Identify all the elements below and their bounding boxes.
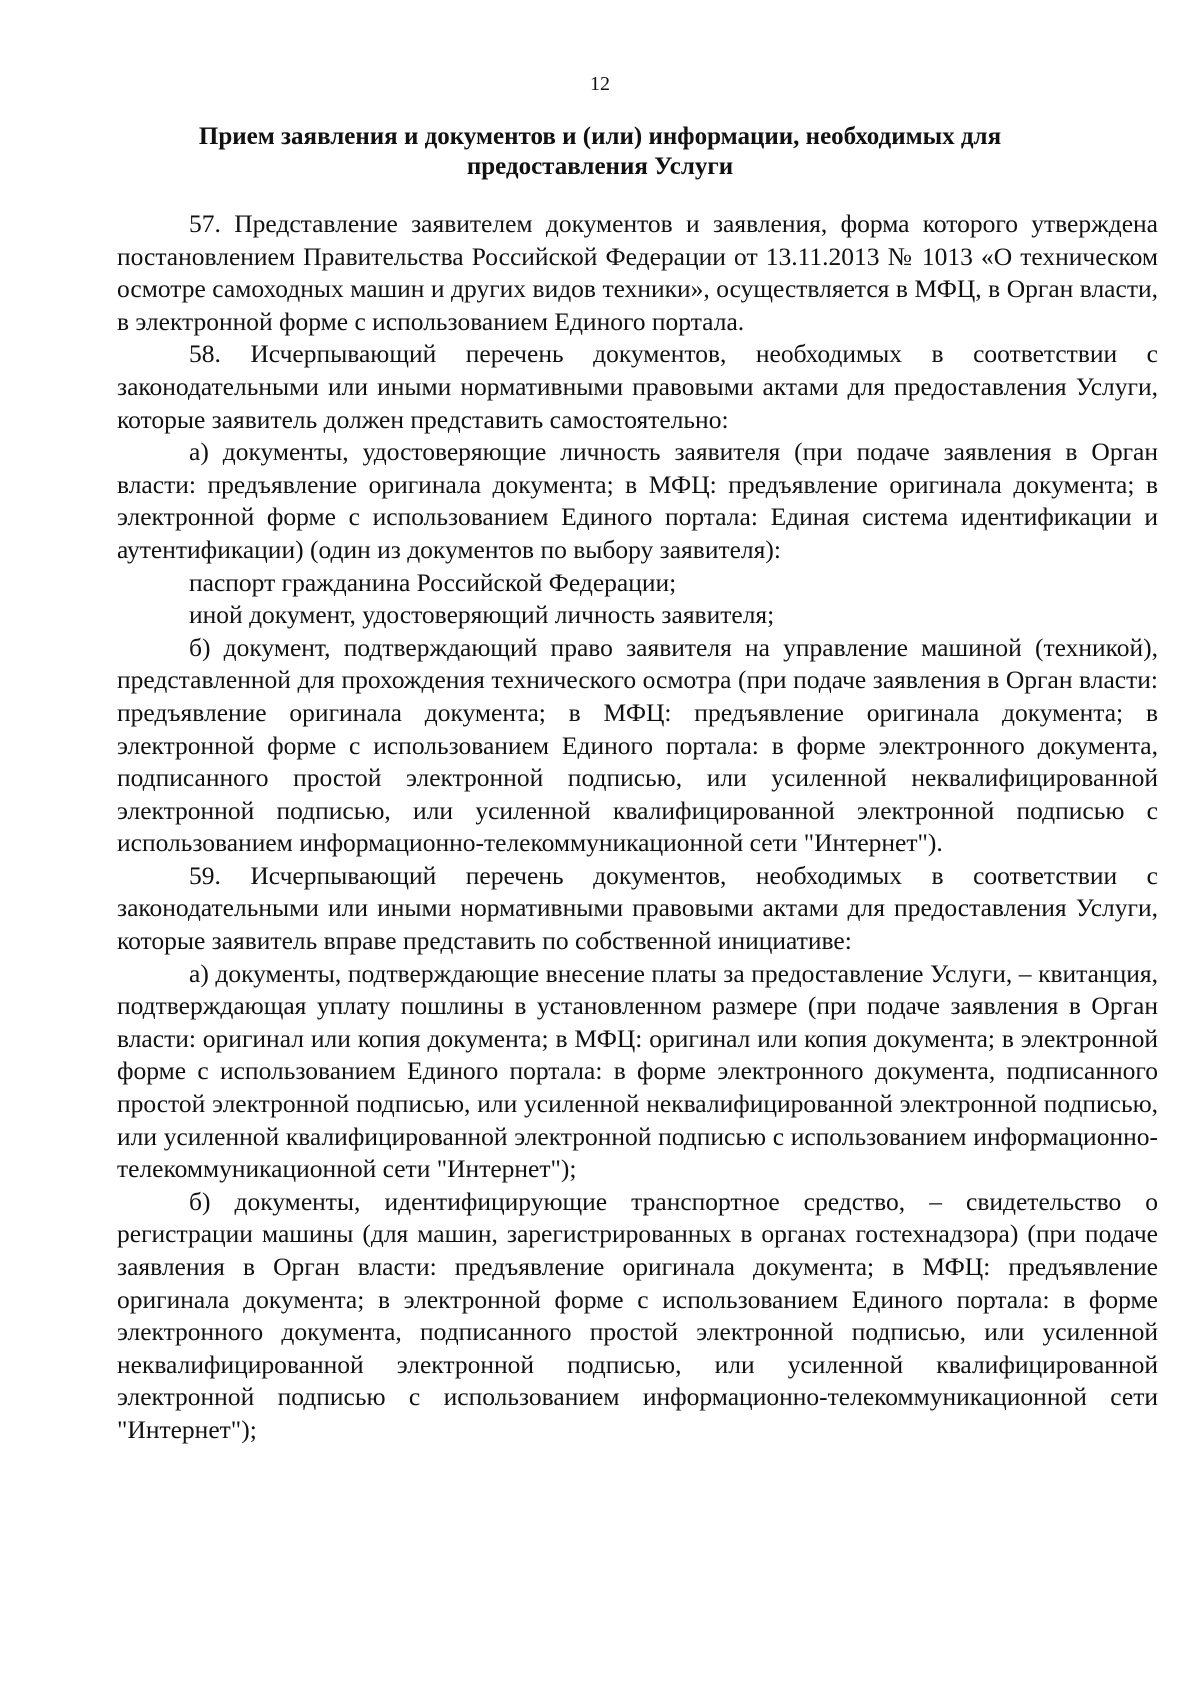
- paragraph-58: 58. Исчерпывающий перечень документов, необходимых в соответствии с законодательными или иными нормативными правовыми актами для предоставления Услуги, которые заявитель должен представить самостоятельно:: [117, 339, 1158, 434]
- paragraph-58-a: а) документы, удостоверяющие личность заявителя (при подаче заявления в Орган власти: предъявление оригинала документа; в МФЦ: предъявление оригинала документа; в электронной форме с использованием Единого портала: Единая система идентификации и аутентификации) (один из документов по выбору заявителя):: [117, 437, 1158, 564]
- paragraph-58-b: б) документ, подтверждающий право заявителя на управление машиной (техникой), представленной для прохождения технического осмотра (при подаче заявления в Орган власти: предъявление оригинала документа; в МФЦ: предъявление оригинала документа; в электронной форме с использованием Единого портала: в форме электронного документа, подписанного простой электронной подписью, или усиленной неквалифицированной электронной подписью, или усиленной квалифицированной электронной подписью с использованием информационно-телекоммуникационной сети "Интернет").: [117, 632, 1158, 858]
- paragraph-58-a-passport: паспорт гражданина Российской Федерации;: [189, 567, 677, 597]
- section-heading: [150, 122, 1050, 182]
- paragraph-58-a-other-id: иной документ, удостоверяющий личность заявителя;: [189, 600, 775, 630]
- paragraph-57: 57. Представление заявителем документов и заявления, форма которого утверждена постановлением Правительства Российской Федерации от 13.11.2013 № 1013 «О техническом осмотре самоходных машин и других видов техники», осуществляется в МФЦ, в Орган власти, в электронной форме с использованием Единого портала.: [117, 209, 1158, 336]
- section-heading-line-2: предоставления Услуги: [466, 153, 734, 180]
- page-number: 12: [590, 73, 610, 95]
- paragraph-59-a: а) документы, подтверждающие внесение платы за предоставление Услуги, – квитанция, подтверждающая уплату пошлины в установленном размере (при подаче заявления в Орган власти: оригинал или копия документа; в МФЦ: оригинал или копия документа; в электронной форме с использованием Единого портала: в форме электронного документа, подписанного простой электронной подписью, или усиленной неквалифицированной электронной подписью, или усиленной квалифицированной электронной подписью с использованием информационно-телекоммуникационной сети "Интернет");: [117, 958, 1158, 1184]
- document-body: [117, 208, 1158, 1447]
- paragraph-59-b: б) документы, идентифицирующие транспортное средство, – свидетельство о регистрации машины (для машин, зарегистрированных в органах гостехнадзора) (при подаче заявления в Орган власти: предъявление оригинала документа; в МФЦ: предъявление оригинала документа; в электронной форме с использованием Единого портала: в форме электронного документа, подписанного простой электронной подписью, или усиленной неквалифицированной электронной подписью, или усиленной квалифицированной электронной подписью с использованием информационно-телекоммуникационной сети "Интернет");: [117, 1186, 1158, 1444]
- section-heading-line-1: Прием заявления и документов и (или) информации, необходимых для: [198, 123, 1002, 150]
- paragraph-59: 59. Исчерпывающий перечень документов, необходимых в соответствии с законодательными или иными нормативными правовыми актами для предоставления Услуги, которые заявитель вправе представить по собственной инициативе:: [117, 860, 1158, 956]
